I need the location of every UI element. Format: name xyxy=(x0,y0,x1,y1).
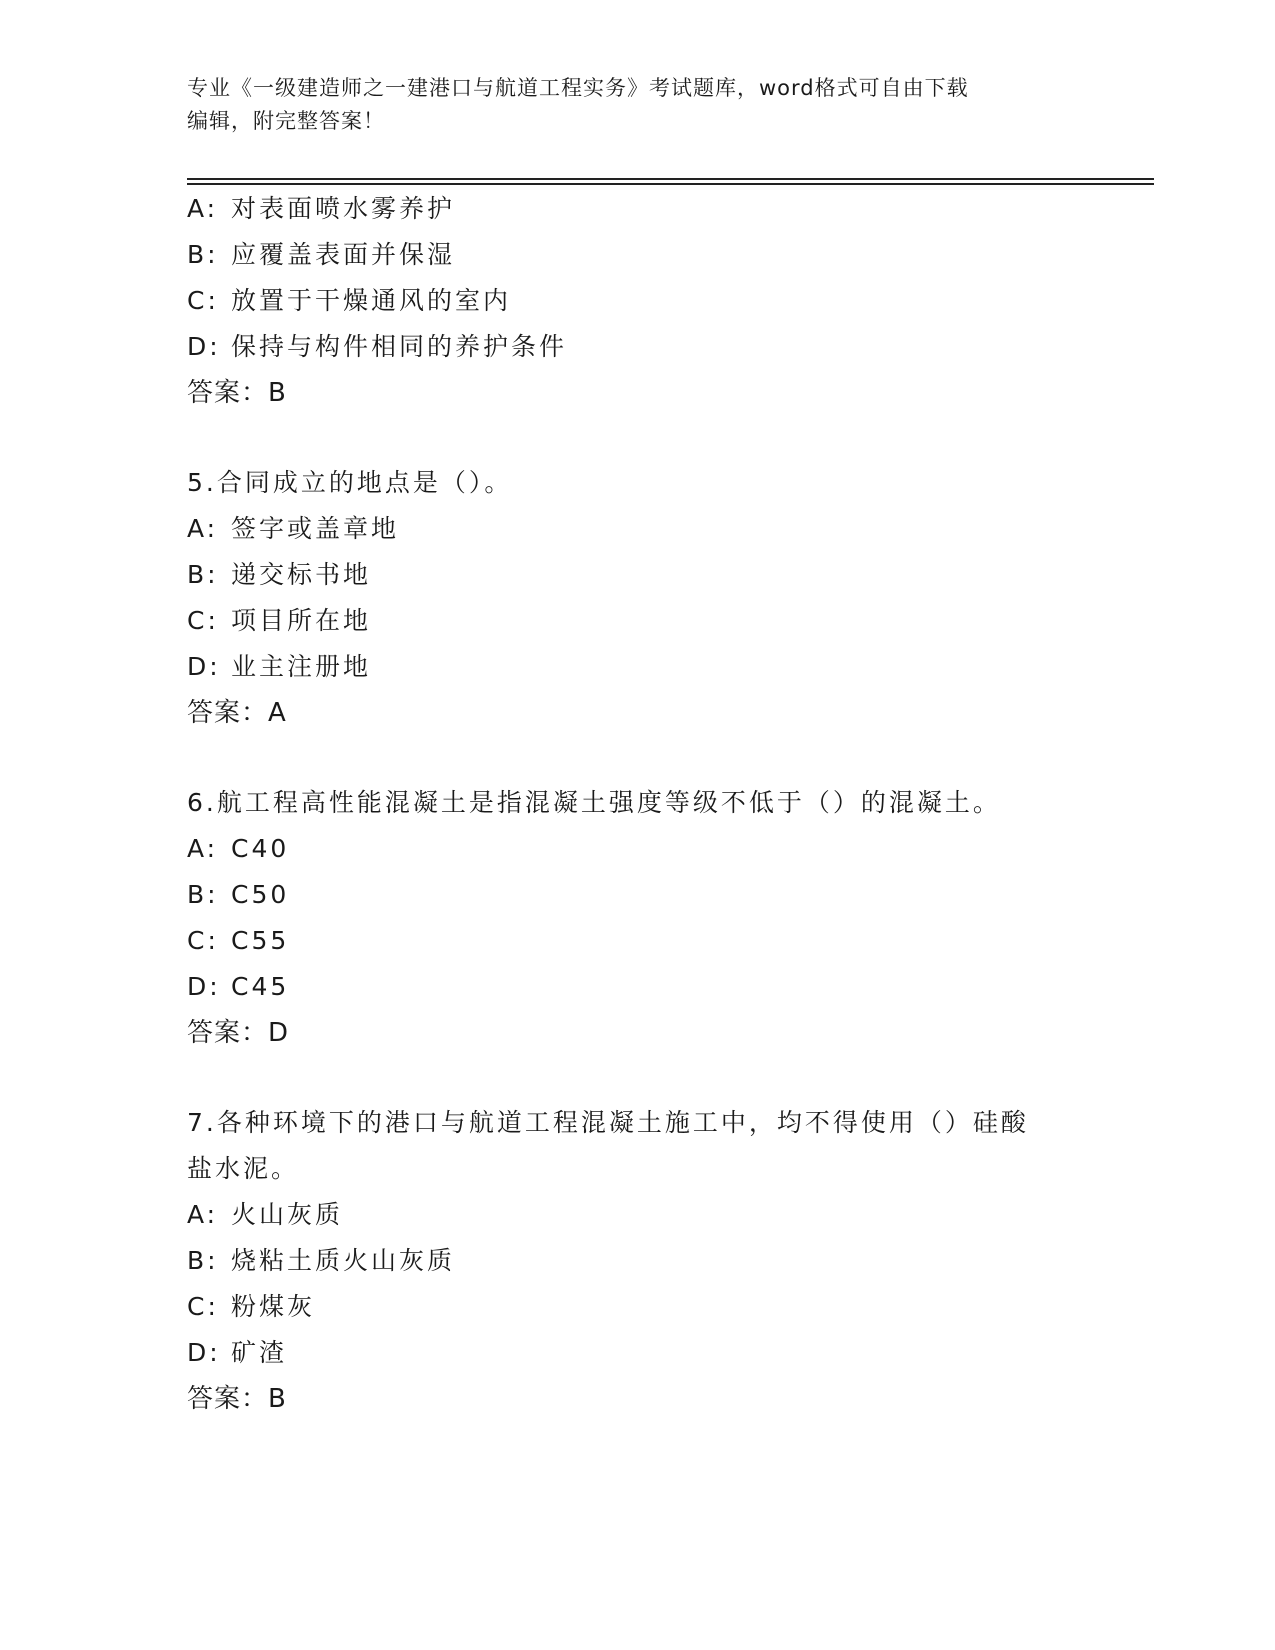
option-a: A: 火山灰质 xyxy=(187,1200,344,1229)
option-a: A: 对表面喷水雾养护 xyxy=(187,194,456,223)
question-block-7 xyxy=(187,1100,1087,1422)
option-b: B: 烧粘土质火山灰质 xyxy=(187,1246,456,1275)
option-d: D: 保持与构件相同的养护条件 xyxy=(187,332,568,361)
spacer xyxy=(187,736,1087,780)
option-d: D: 业主注册地 xyxy=(187,652,372,681)
question-block-4 xyxy=(187,186,1087,416)
header-line-2: 编辑，附完整答案！ xyxy=(187,109,385,133)
option-a: A: C40 xyxy=(187,834,290,863)
document-header xyxy=(187,72,1067,138)
option-b: B: C50 xyxy=(187,880,290,909)
question-list xyxy=(187,186,1087,1422)
option-c: C: 放置于干燥通风的室内 xyxy=(187,286,512,315)
option-c: C: C55 xyxy=(187,926,290,955)
answer-line: 答案：B xyxy=(187,378,287,408)
question-text: 6.航工程高性能混凝土是指混凝土强度等级不低于（）的混凝土。 xyxy=(187,788,1001,817)
question-block-6 xyxy=(187,780,1087,1056)
spacer xyxy=(187,416,1087,460)
header-divider-top xyxy=(187,178,1154,180)
option-a: A: 签字或盖章地 xyxy=(187,514,400,543)
question-block-5 xyxy=(187,460,1087,736)
answer-line: 答案：D xyxy=(187,1018,290,1048)
option-c: C: 粉煤灰 xyxy=(187,1292,316,1321)
option-d: D: 矿渣 xyxy=(187,1338,288,1367)
question-text: 5.合同成立的地点是（）。 xyxy=(187,468,513,497)
header-line-1: 专业《一级建造师之一建港口与航道工程实务》考试题库，word格式可自由下载 xyxy=(187,76,969,100)
spacer xyxy=(187,1056,1087,1100)
answer-line: 答案：B xyxy=(187,1384,287,1414)
option-b: B: 递交标书地 xyxy=(187,560,372,589)
option-c: C: 项目所在地 xyxy=(187,606,372,635)
question-text-line-1: 7.各种环境下的港口与航道工程混凝土施工中，均不得使用（）硅酸 xyxy=(187,1108,1029,1137)
question-text-line-2: 盐水泥。 xyxy=(187,1154,300,1183)
option-d: D: C45 xyxy=(187,972,290,1001)
answer-line: 答案：A xyxy=(187,698,287,728)
header-divider-bottom xyxy=(187,183,1154,185)
option-b: B: 应覆盖表面并保湿 xyxy=(187,240,456,269)
